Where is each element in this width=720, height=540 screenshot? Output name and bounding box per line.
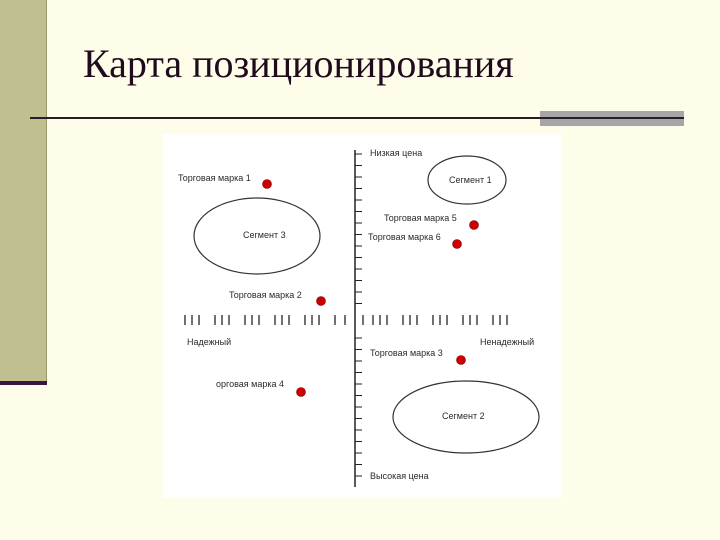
brand-4-label: орговая марка 4 xyxy=(216,379,285,389)
slide-title: Карта позиционирования xyxy=(83,41,514,86)
axis-label-low-price: Низкая цена xyxy=(370,148,423,158)
segment-2-label: Сегмент 2 xyxy=(442,411,485,421)
brand-3-marker xyxy=(457,356,466,365)
axis-label-high-price: Высокая цена xyxy=(370,471,429,481)
positioning-map-graphics xyxy=(163,134,561,498)
axis-label-unreliable: Ненадежный xyxy=(480,337,535,347)
brand-5-label: Торговая марка 5 xyxy=(384,213,457,223)
brand-2-marker xyxy=(317,297,326,306)
brand-5-marker xyxy=(470,221,479,230)
brand-6-marker xyxy=(453,240,462,249)
segment-3-label: Сегмент 3 xyxy=(243,230,286,240)
title-divider-right xyxy=(540,117,684,119)
left-decorative-bar xyxy=(0,0,47,383)
brand-2-label: Торговая марка 2 xyxy=(229,290,302,300)
positioning-map xyxy=(163,134,561,498)
brand-3-label: Торговая марка 3 xyxy=(370,348,443,358)
title-divider xyxy=(30,117,540,119)
brand-4-marker xyxy=(297,388,306,397)
brand-1-marker xyxy=(263,180,272,189)
segment-1-label: Сегмент 1 xyxy=(449,175,492,185)
brand-6-label: Торговая марка 6 xyxy=(368,232,441,242)
horizontal-axis-ticks xyxy=(185,315,507,325)
vertical-axis-ticks xyxy=(355,154,362,476)
brand-1-label: Торговая марка 1 xyxy=(178,173,251,183)
axis-label-reliable: Надежный xyxy=(187,337,232,347)
left-bar-accent xyxy=(0,381,47,385)
